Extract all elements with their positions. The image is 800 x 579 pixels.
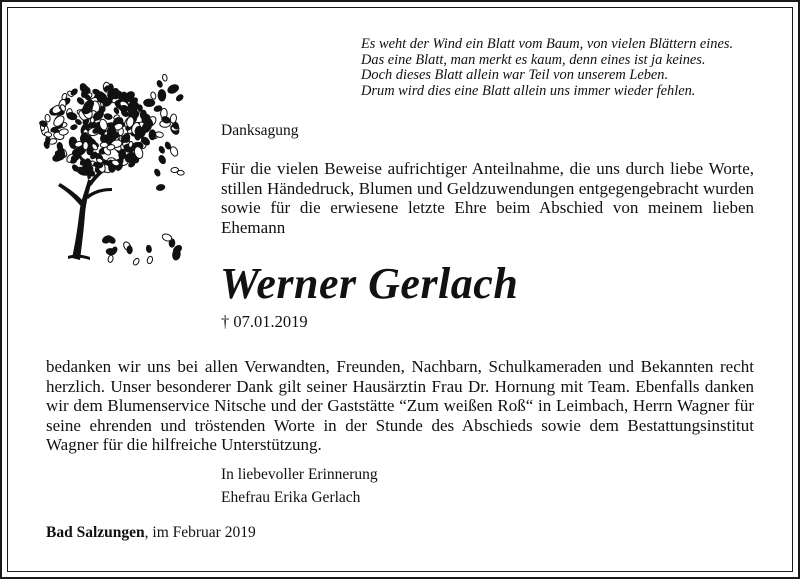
poem-line: Drum wird dies eine Blatt allein uns immer wieder fehlen. [361,82,696,99]
place-name: Bad Salzungen [46,524,145,541]
closing-block [221,463,378,509]
poem-line: Das eine Blatt, man merkt es kaum, denn eines ist ja keines. [361,51,706,68]
tree-icon [28,68,192,268]
thanks-heading: Danksagung [221,122,299,139]
deceased-name: Werner Gerlach [220,259,519,308]
place-date-line [46,524,256,542]
poem-line: Doch dieses Blatt allein war Teil von unserem Leben. [361,67,669,84]
closing-line: In liebevoller Erinnerung [221,466,378,483]
leaf-cluster [39,74,184,266]
intro-paragraph: Für die vielen Beweise aufrichtiger Anteilnahme, die uns durch liebe Worte, stillen Händedruck, Blumen und Geldzuwendungen entgegengebracht wurden sowie für die erwiesene letzte Ehre beim Abschied von meinem lieben Ehemann [221,159,754,237]
memorial-poem [361,37,771,99]
death-date: † 07.01.2019 [221,312,308,331]
issue-date: , im Februar 2019 [144,524,256,541]
thanks-paragraph: bedanken wir uns bei allen Verwandten, Freunden, Nachbarn, Schulkameraden und Bekannten recht herzlich. Unser besonderer Dank gilt seiner Hausärztin Frau Dr. Hornung mit Team. Ebenfalls danken wir dem Blumenservice Nitsche und der Gaststätte “Zum weißen Roß“ in Leimbach, Herrn Wagner für seine ehrenden und tröstenden Worte in der Stunde des Abschieds sowie dem Bestattungsinstitut Wagner für die hilfreiche Unterstützung. [46,357,754,455]
poem-line: Es weht der Wind ein Blatt vom Baum, von vielen Blättern eines. [361,36,734,52]
signature-line: Ehefrau Erika Gerlach [221,489,361,506]
